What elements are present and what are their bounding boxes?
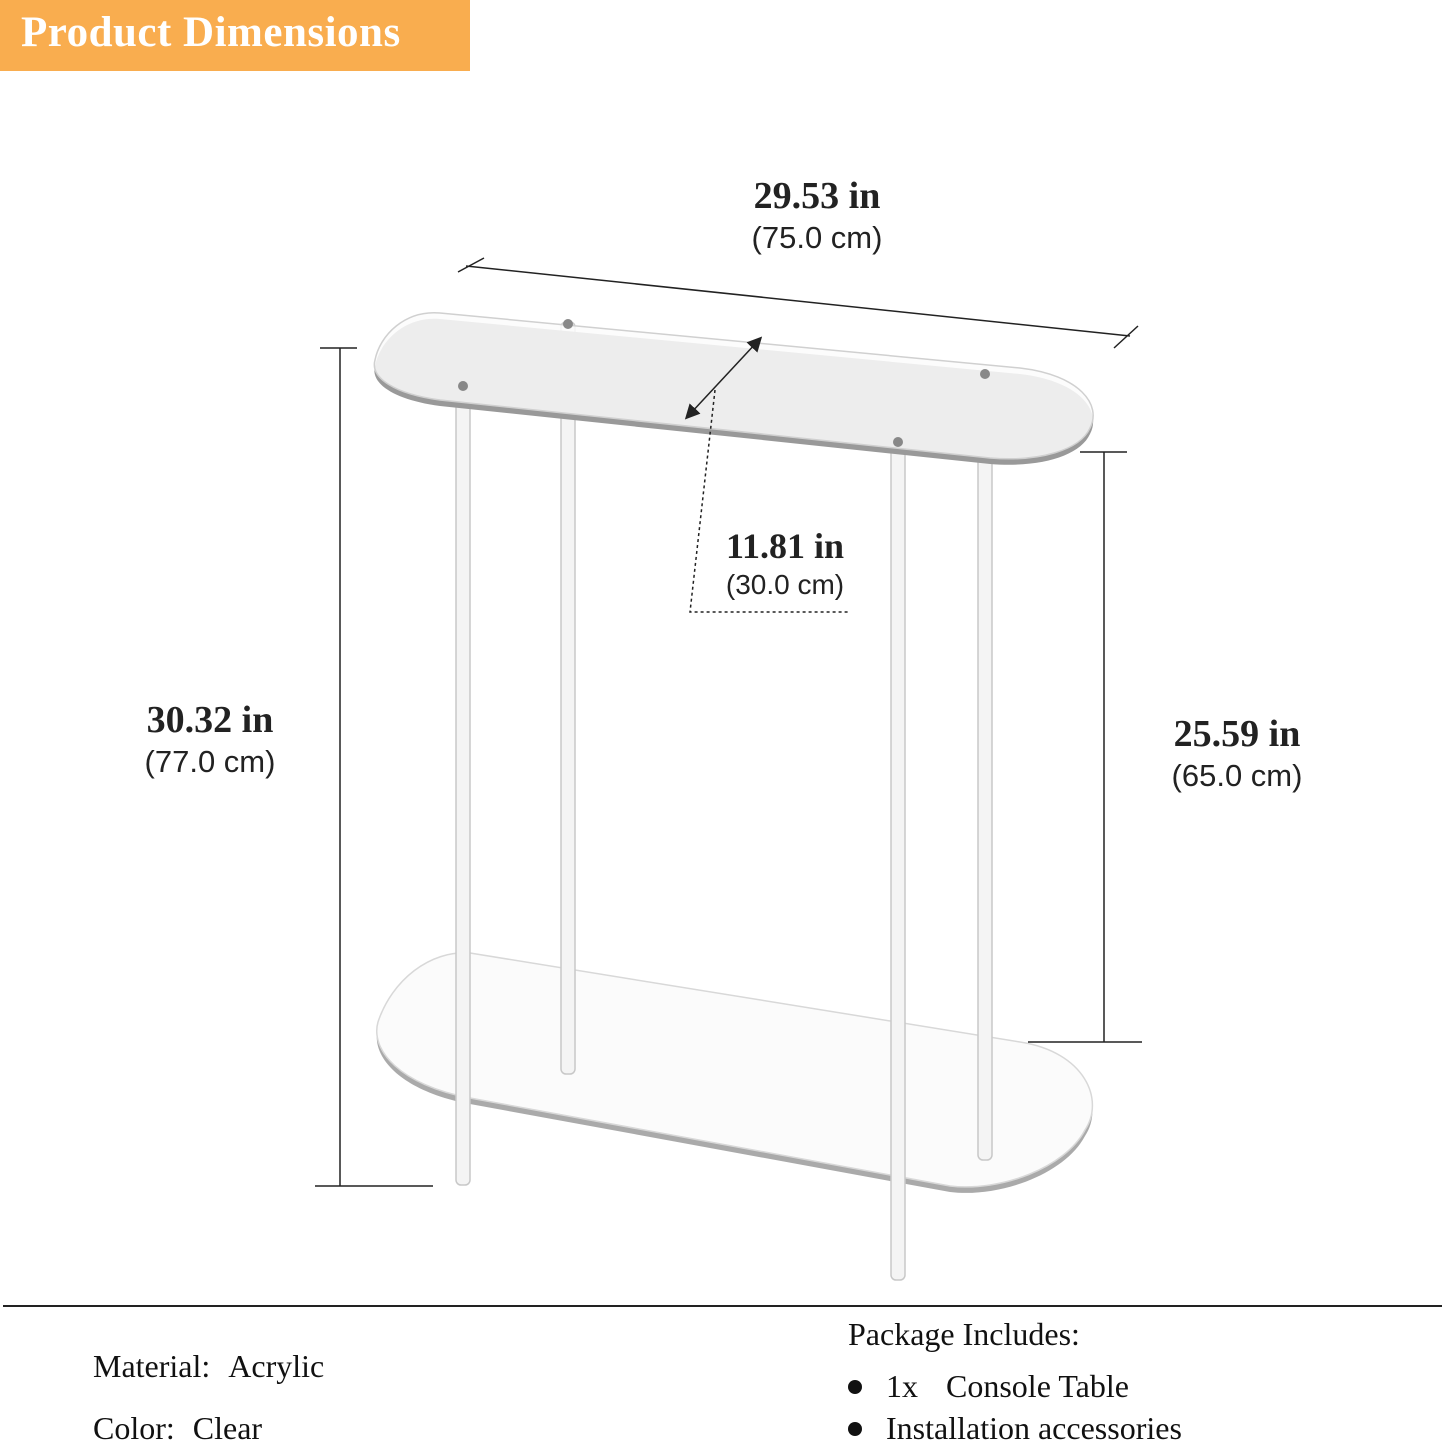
bullet-icon <box>848 1422 862 1436</box>
leg-front-right <box>891 440 905 1280</box>
material-spec: Material: Acrylic <box>93 1348 325 1384</box>
top-shelf <box>374 313 1093 465</box>
shelf-gap-dimension: 25.59 in (65.0 cm) <box>1171 713 1303 793</box>
title: Product Dimensions <box>21 9 401 56</box>
leg-front-left <box>456 385 470 1185</box>
leg-back-right <box>978 372 992 1160</box>
depth-dimension: 11.81 in (30.0 cm) <box>725 526 845 600</box>
package-title: Package Includes: <box>848 1316 1080 1352</box>
package-item: Installation accessories <box>848 1410 1182 1445</box>
color-spec: Color: Clear <box>93 1410 263 1445</box>
height-dimension: 30.32 in (77.0 cm) <box>144 699 276 779</box>
leg-back-left <box>561 322 575 1074</box>
package-item: 1x Console Table <box>848 1368 1129 1405</box>
width-dimension: 29.53 in (75.0 cm) <box>751 175 883 255</box>
divider <box>3 1305 1442 1307</box>
bullet-icon <box>848 1380 862 1394</box>
